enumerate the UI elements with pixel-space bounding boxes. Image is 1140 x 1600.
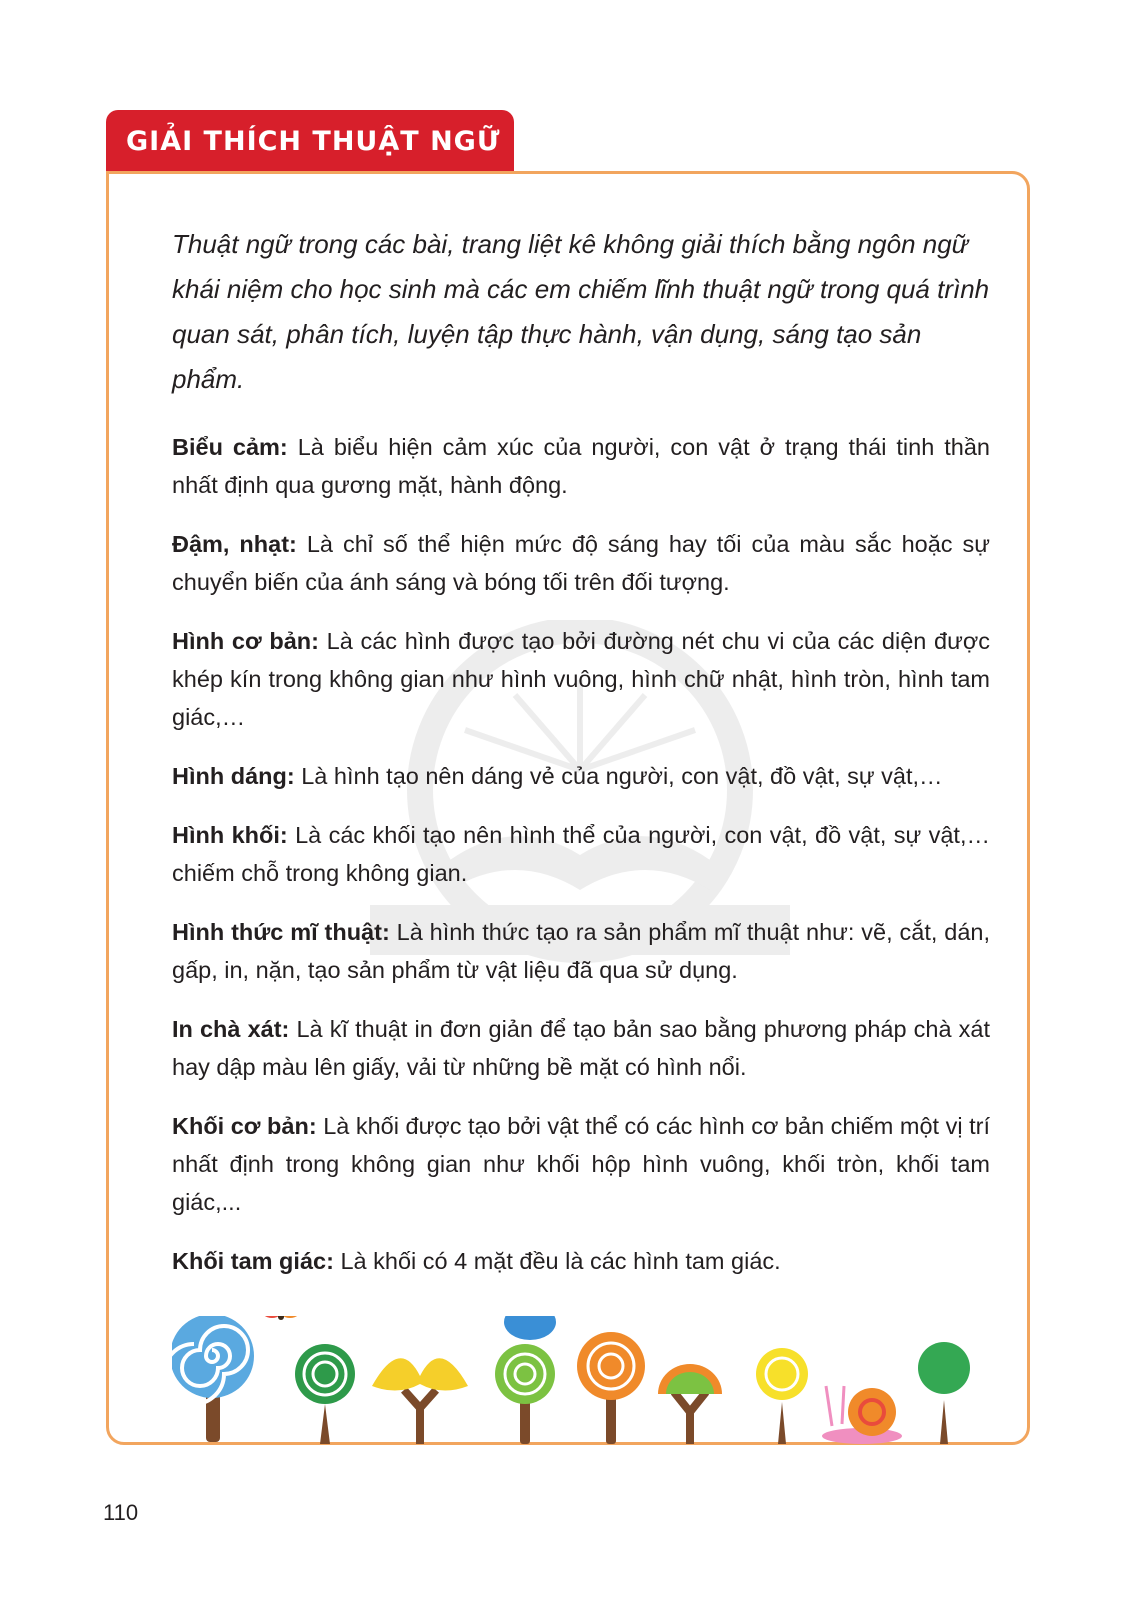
term-entry [172, 913, 990, 989]
term-definition: Là các khối tạo nên hình thể của người, con vật, đồ vật, sự vật,… chiếm chỗ trong không gian. [172, 822, 990, 886]
bird-icon [496, 1316, 556, 1340]
snail-icon [822, 1386, 902, 1444]
term-entry [172, 622, 990, 736]
term-definition: Là chỉ số thể hiện mức độ sáng hay tối của màu sắc hoặc sự chuyển biến của ánh sáng và bóng tối trên đối tượng. [172, 531, 990, 595]
term-name: Hình khối: [172, 822, 288, 848]
spiral-tree-icon [172, 1316, 254, 1442]
term-entry [172, 1107, 990, 1221]
intro-paragraph: Thuật ngữ trong các bài, trang liệt kê không giải thích bằng ngôn ngữ khái niệm cho học sinh mà các em chiếm lĩnh thuật ngữ trong quá trình quan sát, phân tích, luyện tập thực hành, vận dụng, sáng tạo sản phẩm. [172, 229, 990, 394]
spiral-tree-icon [577, 1332, 645, 1444]
term-entry [172, 428, 990, 504]
term-entry [172, 525, 990, 601]
term-definition: Là khối có 4 mặt đều là các hình tam giác. [333, 1248, 781, 1274]
term-definition: Là hình tạo nên dáng vẻ của người, con vật, đồ vật, sự vật,… [294, 763, 943, 789]
term-definition: Là biểu hiện cảm xúc của người, con vật ở trạng thái tinh thần nhất định qua gương mặt, hành động. [172, 434, 990, 498]
term-definition: Là hình thức tạo ra sản phẩm mĩ thuật như: vẽ, cắt, dán, gấp, in, nặn, tạo sản phẩm từ vật liệu đã qua sử dụng. [172, 919, 990, 983]
term-name: Hình dáng: [172, 763, 295, 789]
term-name: Khối cơ bản: [172, 1113, 317, 1139]
spiral-tree-icon [495, 1344, 555, 1444]
term-name: Hình cơ bản: [172, 628, 319, 654]
term-definition: Là các hình được tạo bởi đường nét chu vi của các diện được khép kín trong không gian như hình vuông, hình chữ nhật, hình tròn, hình tam giác,… [172, 628, 990, 730]
term-name: Hình thức mĩ thuật: [172, 919, 390, 945]
round-tree-icon [918, 1342, 970, 1444]
spiral-tree-icon [295, 1344, 355, 1444]
term-entry [172, 757, 990, 795]
butterfly-icon [260, 1316, 302, 1320]
term-name: In chà xát: [172, 1016, 290, 1042]
spiral-tree-icon [756, 1348, 808, 1444]
term-name: Biểu cảm: [172, 434, 288, 460]
section-header-tab [106, 110, 514, 172]
term-definition: Là kĩ thuật in đơn giản để tạo bản sao bằng phương pháp chà xát hay dập màu lên giấy, vải từ những bề mặt có hình nổi. [172, 1016, 990, 1080]
arch-tree-icon [658, 1364, 722, 1444]
term-entry [172, 1010, 990, 1086]
page-number: 110 [103, 1500, 139, 1525]
term-definition: Là khối được tạo bởi vật thể có các hình cơ bản chiếm một vị trí nhất định trong không gian như khối hộp hình vuông, khối tròn, khối tam giác,... [172, 1113, 990, 1215]
term-entry [172, 816, 990, 892]
term-name: Khối tam giác: [172, 1248, 334, 1274]
decorative-trees-illustration [172, 1316, 992, 1446]
term-entry [172, 1242, 990, 1280]
fan-tree-icon [372, 1358, 468, 1444]
section-title: GIẢI THÍCH THUẬT NGỮ [126, 125, 501, 157]
glossary-content [172, 222, 990, 1301]
term-name: Đậm, nhạt: [172, 531, 297, 557]
